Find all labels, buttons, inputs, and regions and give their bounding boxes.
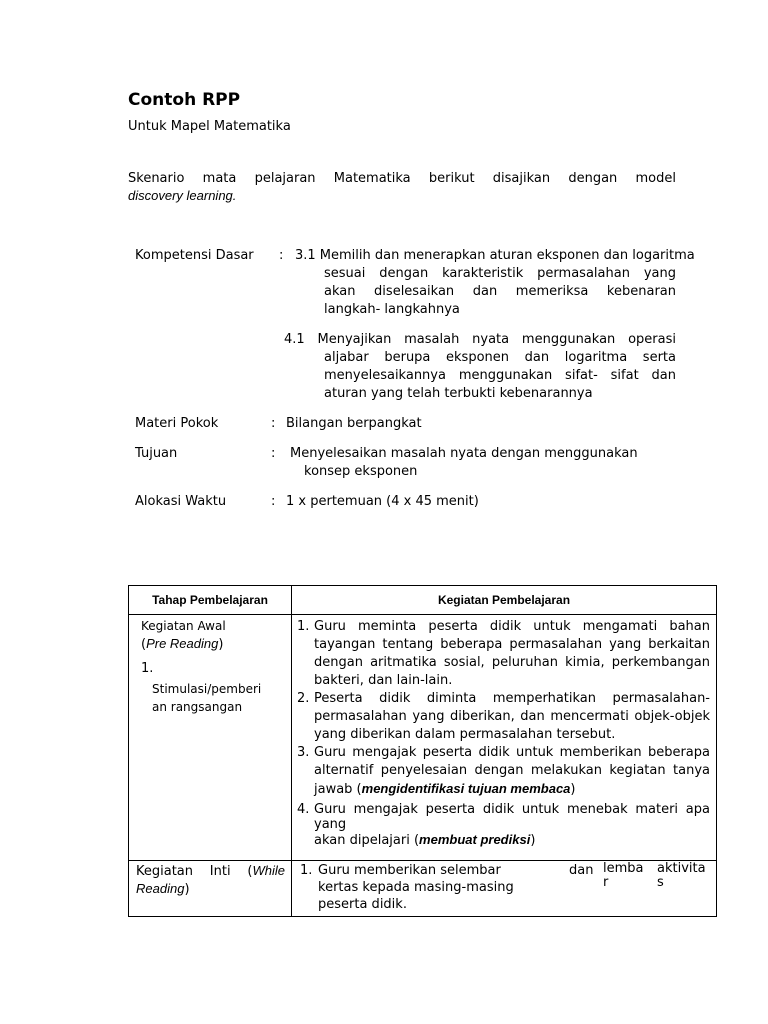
stage-awal-sub-label2: an rangsangan	[152, 700, 243, 714]
inti-extra-aktivitas-b: s	[657, 875, 664, 890]
kd-colon: :	[279, 248, 284, 263]
inti-item-line2: kertas kepada masing-masing	[318, 880, 514, 895]
kd-41-line2: aljabar berupa eksponen dan logaritma serta	[324, 350, 676, 365]
materi-colon: :	[271, 416, 276, 431]
stage-inti-sub-part: While	[252, 863, 285, 878]
learning-steps-table	[128, 585, 717, 917]
intro-paragraph: Skenario mata pelajaran Matematika berikut disajikan dengan model	[128, 171, 676, 186]
tujuan-colon: :	[271, 446, 276, 461]
kd-31-line1: 3.1 Memilih dan menerapkan aturan eksponen dan logaritma	[295, 248, 695, 263]
kd-41-line1: 4.1 Menyajikan masalah nyata menggunakan operasi	[284, 332, 676, 347]
stage-awal-label: Kegiatan Awal	[141, 619, 226, 633]
alokasi-label: Alokasi Waktu	[135, 494, 227, 509]
stage-cell-inti: Kegiatan Inti (While Reading)	[129, 861, 292, 917]
kd-31-line2: sesuai dengan karakteristik permasalahan yang	[324, 266, 676, 281]
stage-awal-num: 1.	[141, 661, 154, 676]
stage-awal-sub-label1: Stimulasi/pemberi	[152, 682, 262, 696]
inti-extra-lembar-a: lemba	[603, 861, 644, 876]
inti-extra-dan: dan	[569, 863, 594, 878]
list-item: 1. Guru meminta peserta didik untuk mengamati bahan tayangan tentang beberapa permasalahan yang berkaitan dengan aritmatika sosial, peluruhan kimia, perkembangan bakteri, dan lain-lain.	[297, 619, 710, 688]
inti-extra-aktivitas-a: aktivita	[657, 861, 706, 876]
table-row	[129, 615, 717, 861]
header-kegiatan: Kegiatan Pembelajaran	[292, 586, 717, 615]
materi-value: Bilangan berpangkat	[286, 416, 422, 431]
list-item: 3. Guru mengajak peserta didik untuk memberikan beberapa alternatif penyelesaian dengan melakukan kegiatan tanya jawab (mengidentifikasi tujuan membaca)	[297, 745, 710, 797]
list-item: 2. Peserta didik diminta memperhatikan permasalahan-permasalahan yang diberikan, dan mencermati objek-objek yang diberikan dalam permasalahan tersebut.	[297, 691, 710, 742]
kd-41-line4: aturan yang telah terbukti kebenarannya	[324, 386, 593, 401]
inti-extra-lembar-b: r	[603, 875, 609, 890]
header-tahap: Tahap Pembelajaran	[129, 586, 292, 615]
intro-model-name: discovery learning.	[128, 188, 237, 203]
kd-31-line3: akan diselesaikan dan memeriksa kebenaran	[324, 284, 676, 299]
table-row	[129, 861, 717, 917]
inti-item-num: 1.	[300, 863, 313, 878]
stage-cell-awal: Kegiatan Awal (Pre Reading) 1. Stimulasi/pemberi an rangsangan	[129, 615, 292, 861]
list-item: 4. Guru mengajak peserta didik untuk menebak materi apa yang akan dipelajari (membuat prediksi)	[297, 802, 710, 848]
tujuan-value-line1: Menyelesaikan masalah nyata dengan menggunakan	[290, 446, 638, 461]
materi-label: Materi Pokok	[135, 416, 219, 431]
activity-cell-awal	[292, 615, 717, 861]
alokasi-value: 1 x pertemuan (4 x 45 menit)	[286, 494, 479, 509]
alokasi-colon: :	[271, 494, 276, 509]
inti-item-line3: peserta didik.	[318, 897, 407, 912]
inti-item-line1: Guru memberikan selembar	[318, 863, 501, 878]
kd-41-line3: menyelesaikannya menggunakan sifat- sifat dan	[324, 368, 676, 383]
table-header-row	[129, 586, 717, 615]
page-title: Contoh RPP	[128, 90, 241, 110]
kd-label: Kompetensi Dasar	[135, 248, 254, 263]
tujuan-label: Tujuan	[135, 446, 178, 461]
kd-31-line4: langkah- langkahnya	[324, 302, 460, 317]
stage-inti-label: Kegiatan Inti	[136, 864, 231, 879]
stage-awal-sub: Pre Reading	[146, 636, 219, 651]
activity-cell-inti	[292, 861, 717, 917]
page-subtitle: Untuk Mapel Matematika	[128, 119, 291, 134]
tujuan-value-line2: konsep eksponen	[304, 464, 418, 479]
